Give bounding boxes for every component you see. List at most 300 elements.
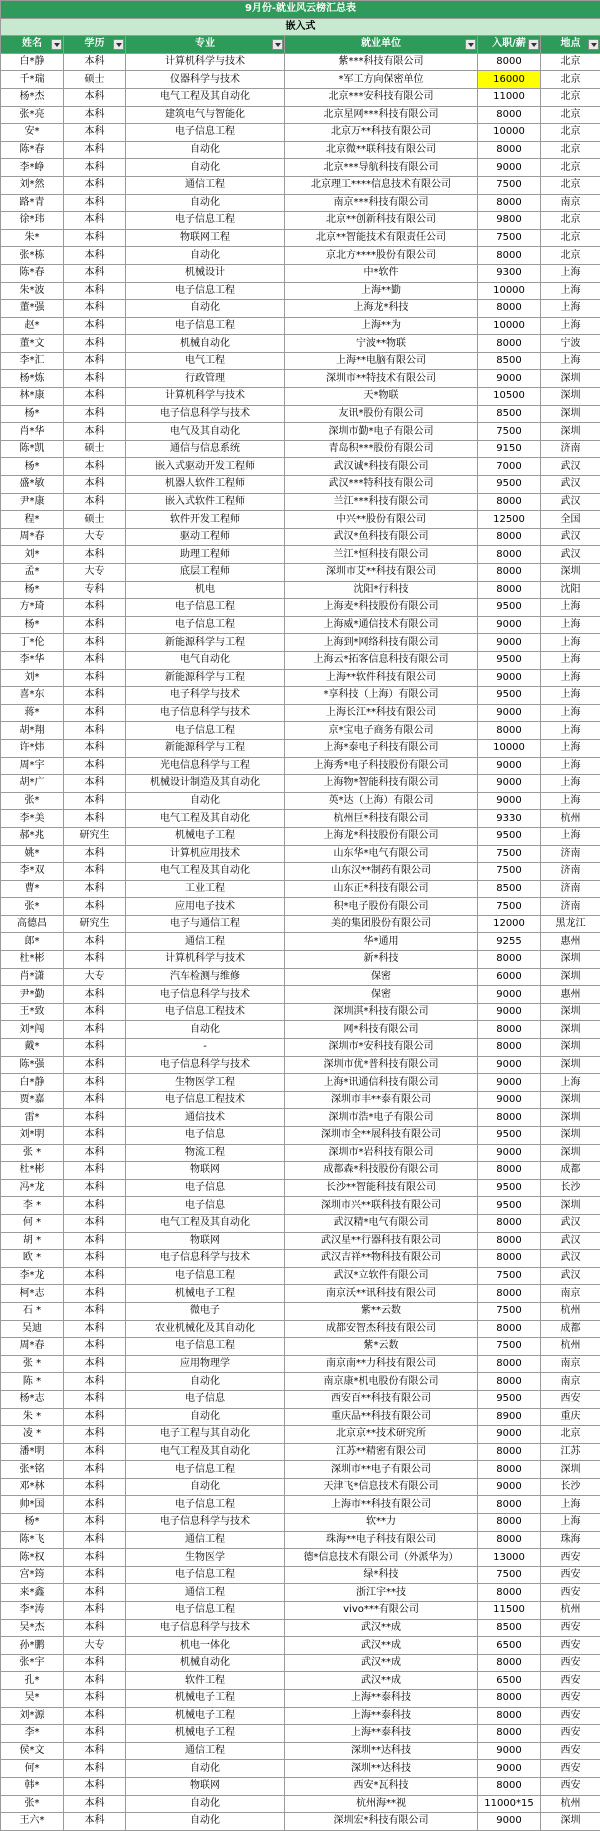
cell-location[interactable]: 北京 xyxy=(541,53,600,71)
cell-employer[interactable]: 北京***安科技有限公司 xyxy=(285,88,478,106)
cell-location[interactable]: 济南 xyxy=(541,898,600,916)
cell-degree[interactable]: 本科 xyxy=(64,1408,126,1426)
cell-location[interactable]: 北京 xyxy=(541,88,600,106)
cell-location[interactable]: 西安 xyxy=(541,1690,600,1708)
cell-degree[interactable]: 本科 xyxy=(64,669,126,687)
cell-name[interactable]: 张* xyxy=(1,898,64,916)
cell-location[interactable]: 武汉 xyxy=(541,476,600,494)
cell-name[interactable]: 肖*华 xyxy=(1,423,64,441)
cell-employer[interactable]: 北京**创新科技有限公司 xyxy=(285,212,478,230)
cell-location[interactable]: 全国 xyxy=(541,511,600,529)
cell-name[interactable]: 董*文 xyxy=(1,335,64,353)
cell-salary[interactable]: 9300 xyxy=(478,264,541,282)
cell-salary[interactable]: 8000 xyxy=(478,951,541,969)
cell-employer[interactable]: 武汉**成 xyxy=(285,1637,478,1655)
cell-employer[interactable]: 紫**云数 xyxy=(285,1302,478,1320)
cell-salary[interactable]: 8000 xyxy=(478,300,541,318)
cell-salary[interactable]: 9500 xyxy=(478,1390,541,1408)
cell-name[interactable]: 王六* xyxy=(1,1813,64,1831)
cell-location[interactable]: 武汉 xyxy=(541,1267,600,1285)
col-header-degree[interactable] xyxy=(64,36,126,54)
cell-location[interactable]: 深圳 xyxy=(541,423,600,441)
cell-location[interactable]: 上海 xyxy=(541,651,600,669)
cell-salary[interactable]: 7500 xyxy=(478,423,541,441)
cell-degree[interactable]: 本科 xyxy=(64,1179,126,1197)
cell-salary[interactable]: 13000 xyxy=(478,1549,541,1567)
cell-location[interactable]: 武汉 xyxy=(541,1232,600,1250)
cell-name[interactable]: 姚* xyxy=(1,845,64,863)
cell-degree[interactable]: 本科 xyxy=(64,1707,126,1725)
cell-major[interactable]: 电气工程及其自动化 xyxy=(126,1443,285,1461)
cell-location[interactable]: 长沙 xyxy=(541,1478,600,1496)
cell-degree[interactable]: 本科 xyxy=(64,124,126,142)
cell-location[interactable]: 上海 xyxy=(541,669,600,687)
cell-major[interactable]: 助理工程师 xyxy=(126,546,285,564)
cell-degree[interactable]: 本科 xyxy=(64,1566,126,1584)
cell-salary[interactable]: 9800 xyxy=(478,212,541,230)
cell-degree[interactable]: 本科 xyxy=(64,651,126,669)
cell-location[interactable]: 深圳 xyxy=(541,1109,600,1127)
cell-salary[interactable]: 9000 xyxy=(478,704,541,722)
cell-major[interactable]: 物联网 xyxy=(126,1777,285,1795)
cell-employer[interactable]: 上海龙*科技股份有限公司 xyxy=(285,827,478,845)
cell-major[interactable]: 通信工程 xyxy=(126,176,285,194)
cell-employer[interactable]: *享科技（上海）有限公司 xyxy=(285,687,478,705)
cell-major[interactable]: 嵌入式驱动开发工程师 xyxy=(126,458,285,476)
cell-salary[interactable]: 8000 xyxy=(478,247,541,265)
cell-salary[interactable]: 8000 xyxy=(478,194,541,212)
cell-location[interactable]: 西安 xyxy=(541,1672,600,1690)
cell-major[interactable]: 微电子 xyxy=(126,1302,285,1320)
cell-employer[interactable]: 深圳市艾**科技有限公司 xyxy=(285,564,478,582)
cell-major[interactable]: 通信工程 xyxy=(126,1531,285,1549)
cell-name[interactable]: 徐*玮 xyxy=(1,212,64,230)
cell-degree[interactable]: 本科 xyxy=(64,1074,126,1092)
cell-degree[interactable]: 本科 xyxy=(64,951,126,969)
cell-salary[interactable]: 6500 xyxy=(478,1672,541,1690)
cell-salary[interactable]: 12000 xyxy=(478,915,541,933)
cell-location[interactable]: 深圳 xyxy=(541,370,600,388)
cell-salary[interactable]: 9000 xyxy=(478,1144,541,1162)
cell-name[interactable]: 杨*炼 xyxy=(1,370,64,388)
cell-salary[interactable]: 8000 xyxy=(478,1725,541,1743)
cell-major[interactable]: 自动化 xyxy=(126,1813,285,1831)
cell-employer[interactable]: 南京南**力科技有限公司 xyxy=(285,1355,478,1373)
cell-employer[interactable]: 软**力 xyxy=(285,1514,478,1532)
cell-major[interactable]: 计算机科学与技术 xyxy=(126,53,285,71)
cell-salary[interactable]: 9000 xyxy=(478,1813,541,1831)
cell-employer[interactable]: 上海市**科技有限公司 xyxy=(285,1496,478,1514)
cell-location[interactable]: 西安 xyxy=(541,1619,600,1637)
cell-location[interactable]: 深圳 xyxy=(541,405,600,423)
cell-degree[interactable]: 本科 xyxy=(64,229,126,247)
cell-name[interactable]: 戴* xyxy=(1,1039,64,1057)
cell-degree[interactable]: 本科 xyxy=(64,1478,126,1496)
cell-name[interactable]: 孔* xyxy=(1,1672,64,1690)
cell-major[interactable]: 自动化 xyxy=(126,1021,285,1039)
filter-dropdown-icon[interactable] xyxy=(465,39,476,50)
cell-name[interactable]: 陈*春 xyxy=(1,264,64,282)
cell-name[interactable]: 邓*林 xyxy=(1,1478,64,1496)
cell-location[interactable]: 上海 xyxy=(541,1514,600,1532)
cell-name[interactable]: 雷* xyxy=(1,1109,64,1127)
cell-employer[interactable]: 北京京**技术研究所 xyxy=(285,1426,478,1444)
cell-major[interactable]: 仪器科学与技术 xyxy=(126,71,285,89)
cell-name[interactable]: 胡 * xyxy=(1,1232,64,1250)
cell-major[interactable]: 电子信息工程 xyxy=(126,1267,285,1285)
cell-salary[interactable]: 11000 xyxy=(478,88,541,106)
cell-degree[interactable]: 本科 xyxy=(64,1602,126,1620)
cell-location[interactable]: 西安 xyxy=(541,1742,600,1760)
cell-degree[interactable]: 本科 xyxy=(64,1426,126,1444)
cell-location[interactable]: 杭州 xyxy=(541,1338,600,1356)
cell-salary[interactable]: 8000 xyxy=(478,493,541,511)
cell-employer[interactable]: 宁波**物联 xyxy=(285,335,478,353)
cell-name[interactable]: 喜*东 xyxy=(1,687,64,705)
cell-salary[interactable]: 8000 xyxy=(478,1514,541,1532)
cell-employer[interactable]: 西安百**科技有限公司 xyxy=(285,1390,478,1408)
cell-salary[interactable]: 9000 xyxy=(478,1478,541,1496)
cell-degree[interactable]: 本科 xyxy=(64,405,126,423)
cell-major[interactable]: 通信工程 xyxy=(126,1584,285,1602)
cell-location[interactable]: 惠州 xyxy=(541,986,600,1004)
cell-degree[interactable]: 本科 xyxy=(64,1690,126,1708)
cell-degree[interactable]: 本科 xyxy=(64,317,126,335)
cell-employer[interactable]: 上海龙*科技 xyxy=(285,300,478,318)
cell-major[interactable]: 电子信息 xyxy=(126,1127,285,1145)
cell-employer[interactable]: 深圳市*岩科技有限公司 xyxy=(285,1144,478,1162)
cell-name[interactable]: 张*宇 xyxy=(1,1654,64,1672)
cell-major[interactable]: 农业机械化及其自动化 xyxy=(126,1320,285,1338)
cell-salary[interactable]: 8000 xyxy=(478,1232,541,1250)
cell-major[interactable]: 机械电子工程 xyxy=(126,1285,285,1303)
cell-degree[interactable]: 本科 xyxy=(64,352,126,370)
cell-name[interactable]: 刘*然 xyxy=(1,176,64,194)
cell-salary[interactable]: 11000*15 xyxy=(478,1795,541,1813)
cell-salary[interactable]: 9000 xyxy=(478,757,541,775)
cell-location[interactable]: 成都 xyxy=(541,1162,600,1180)
cell-salary[interactable]: 8000 xyxy=(478,1039,541,1057)
cell-name[interactable]: 白*静 xyxy=(1,1074,64,1092)
cell-major[interactable]: 电子信息工程 xyxy=(126,282,285,300)
cell-salary[interactable]: 9500 xyxy=(478,476,541,494)
cell-salary[interactable]: 9000 xyxy=(478,775,541,793)
cell-location[interactable]: 深圳 xyxy=(541,951,600,969)
cell-major[interactable]: 电子科学与技术 xyxy=(126,687,285,705)
cell-major[interactable]: 应用电子技术 xyxy=(126,898,285,916)
cell-degree[interactable]: 本科 xyxy=(64,212,126,230)
cell-employer[interactable]: 上海**泰科技 xyxy=(285,1725,478,1743)
cell-employer[interactable]: 上海**为 xyxy=(285,317,478,335)
cell-name[interactable]: 贾*嘉 xyxy=(1,1091,64,1109)
col-header-location[interactable] xyxy=(541,36,600,54)
cell-major[interactable]: 自动化 xyxy=(126,1478,285,1496)
cell-degree[interactable]: 本科 xyxy=(64,1214,126,1232)
cell-major[interactable]: 电子信息科学与技术 xyxy=(126,1514,285,1532)
cell-location[interactable]: 武汉 xyxy=(541,546,600,564)
cell-degree[interactable]: 本科 xyxy=(64,1373,126,1391)
cell-location[interactable]: 北京 xyxy=(541,159,600,177)
cell-major[interactable]: 机械电子工程 xyxy=(126,1690,285,1708)
cell-degree[interactable]: 硕士 xyxy=(64,71,126,89)
cell-employer[interactable]: 北京理工****信息技术有限公司 xyxy=(285,176,478,194)
cell-name[interactable]: 王*致 xyxy=(1,1003,64,1021)
cell-degree[interactable]: 本科 xyxy=(64,1109,126,1127)
cell-salary[interactable]: 9500 xyxy=(478,599,541,617)
cell-salary[interactable]: 7500 xyxy=(478,845,541,863)
cell-degree[interactable]: 本科 xyxy=(64,1302,126,1320)
cell-location[interactable]: 上海 xyxy=(541,282,600,300)
cell-salary[interactable]: 8000 xyxy=(478,335,541,353)
filter-dropdown-icon[interactable] xyxy=(272,39,283,50)
cell-employer[interactable]: 深圳市浩*电子有限公司 xyxy=(285,1109,478,1127)
cell-name[interactable]: 路*青 xyxy=(1,194,64,212)
cell-name[interactable]: 胡*广 xyxy=(1,775,64,793)
cell-degree[interactable]: 本科 xyxy=(64,1127,126,1145)
cell-degree[interactable]: 本科 xyxy=(64,739,126,757)
cell-location[interactable]: 上海 xyxy=(541,264,600,282)
cell-location[interactable]: 济南 xyxy=(541,863,600,881)
cell-salary[interactable]: 7500 xyxy=(478,898,541,916)
cell-employer[interactable]: 上海**泰科技 xyxy=(285,1707,478,1725)
cell-name[interactable]: 蒋* xyxy=(1,704,64,722)
cell-employer[interactable]: 深圳**达科技 xyxy=(285,1742,478,1760)
cell-major[interactable]: 新能源科学与工程 xyxy=(126,634,285,652)
cell-salary[interactable]: 9500 xyxy=(478,1197,541,1215)
cell-degree[interactable]: 本科 xyxy=(64,106,126,124)
cell-degree[interactable]: 本科 xyxy=(64,335,126,353)
cell-name[interactable]: 白*静 xyxy=(1,53,64,71)
cell-major[interactable]: 生物医学工程 xyxy=(126,1074,285,1092)
cell-location[interactable]: 深圳 xyxy=(541,1003,600,1021)
cell-name[interactable]: 刘*明 xyxy=(1,1127,64,1145)
cell-name[interactable]: 胡*翔 xyxy=(1,722,64,740)
cell-major[interactable]: 电气工程及其自动化 xyxy=(126,863,285,881)
cell-major[interactable]: 汽车检测与维修 xyxy=(126,968,285,986)
cell-employer[interactable]: 上海威*通信技术有限公司 xyxy=(285,616,478,634)
cell-employer[interactable]: 京*宝电子商务有限公司 xyxy=(285,722,478,740)
cell-degree[interactable]: 本科 xyxy=(64,722,126,740)
cell-location[interactable]: 北京 xyxy=(541,1426,600,1444)
cell-location[interactable]: 武汉 xyxy=(541,493,600,511)
cell-employer[interactable]: 青岛积***股份有限公司 xyxy=(285,440,478,458)
cell-employer[interactable]: 北京微**联科技有限公司 xyxy=(285,141,478,159)
cell-location[interactable]: 西安 xyxy=(541,1549,600,1567)
cell-employer[interactable]: 上海**软件科技有限公司 xyxy=(285,669,478,687)
cell-degree[interactable]: 本科 xyxy=(64,1285,126,1303)
cell-employer[interactable]: 美的集团股份有限公司 xyxy=(285,915,478,933)
cell-degree[interactable]: 本科 xyxy=(64,1056,126,1074)
cell-name[interactable]: 欧 * xyxy=(1,1250,64,1268)
cell-employer[interactable]: 英*达（上海）有限公司 xyxy=(285,792,478,810)
cell-name[interactable]: 杨*杰 xyxy=(1,88,64,106)
cell-name[interactable]: 高德昌 xyxy=(1,915,64,933)
cell-salary[interactable]: 12500 xyxy=(478,511,541,529)
cell-name[interactable]: 林*康 xyxy=(1,388,64,406)
cell-degree[interactable]: 本科 xyxy=(64,264,126,282)
cell-degree[interactable]: 本科 xyxy=(64,176,126,194)
cell-name[interactable]: 张* xyxy=(1,792,64,810)
cell-employer[interactable]: 积*电子股份有限公司 xyxy=(285,898,478,916)
cell-degree[interactable]: 本科 xyxy=(64,1795,126,1813)
cell-employer[interactable]: 江苏**精密有限公司 xyxy=(285,1443,478,1461)
cell-employer[interactable]: 中*软件 xyxy=(285,264,478,282)
cell-name[interactable]: 朱 * xyxy=(1,1408,64,1426)
cell-major[interactable]: 物流工程 xyxy=(126,1144,285,1162)
cell-salary[interactable]: 8000 xyxy=(478,1690,541,1708)
cell-major[interactable]: 驱动工程师 xyxy=(126,528,285,546)
cell-employer[interactable]: 中兴**股份有限公司 xyxy=(285,511,478,529)
cell-name[interactable]: 丁*伦 xyxy=(1,634,64,652)
cell-location[interactable]: 南京 xyxy=(541,194,600,212)
cell-name[interactable]: 刘* xyxy=(1,669,64,687)
cell-major[interactable]: 自动化 xyxy=(126,792,285,810)
cell-major[interactable]: 通信与信息系统 xyxy=(126,440,285,458)
cell-employer[interactable]: 杭州巨*科技有限公司 xyxy=(285,810,478,828)
cell-employer[interactable]: *军工方向保密单位 xyxy=(285,71,478,89)
cell-name[interactable]: 李*双 xyxy=(1,863,64,881)
cell-major[interactable]: 通信技术 xyxy=(126,1109,285,1127)
cell-salary[interactable]: 11500 xyxy=(478,1602,541,1620)
cell-location[interactable]: 重庆 xyxy=(541,1408,600,1426)
cell-degree[interactable]: 本科 xyxy=(64,1232,126,1250)
cell-employer[interactable]: 武汉***特科技有限公司 xyxy=(285,476,478,494)
cell-location[interactable]: 上海 xyxy=(541,599,600,617)
filter-dropdown-icon[interactable] xyxy=(588,39,599,50)
cell-degree[interactable]: 本科 xyxy=(64,1021,126,1039)
cell-location[interactable]: 北京 xyxy=(541,176,600,194)
cell-location[interactable]: 上海 xyxy=(541,317,600,335)
cell-salary[interactable]: 16000 xyxy=(478,71,541,89)
cell-major[interactable]: 自动化 xyxy=(126,1760,285,1778)
cell-location[interactable]: 南京 xyxy=(541,1373,600,1391)
cell-salary[interactable]: 8000 xyxy=(478,1214,541,1232)
cell-name[interactable]: 张*栋 xyxy=(1,247,64,265)
cell-location[interactable]: 北京 xyxy=(541,247,600,265)
cell-name[interactable]: 朱*波 xyxy=(1,282,64,300)
cell-name[interactable]: 尹*勤 xyxy=(1,986,64,1004)
cell-major[interactable]: 电气工程及其自动化 xyxy=(126,88,285,106)
cell-name[interactable]: 李 * xyxy=(1,1197,64,1215)
cell-location[interactable]: 深圳 xyxy=(541,1056,600,1074)
cell-name[interactable]: 李*汇 xyxy=(1,352,64,370)
cell-degree[interactable]: 本科 xyxy=(64,599,126,617)
cell-location[interactable]: 深圳 xyxy=(541,1091,600,1109)
cell-name[interactable]: 程* xyxy=(1,511,64,529)
cell-degree[interactable]: 本科 xyxy=(64,300,126,318)
cell-location[interactable]: 济南 xyxy=(541,880,600,898)
cell-salary[interactable]: 7500 xyxy=(478,1566,541,1584)
cell-degree[interactable]: 硕士 xyxy=(64,440,126,458)
cell-salary[interactable]: 9000 xyxy=(478,1742,541,1760)
cell-employer[interactable]: 上海长江**科技有限公司 xyxy=(285,704,478,722)
cell-location[interactable]: 杭州 xyxy=(541,810,600,828)
cell-major[interactable]: 电子信息科学与技术 xyxy=(126,1250,285,1268)
cell-salary[interactable]: 9500 xyxy=(478,1127,541,1145)
cell-salary[interactable]: 10500 xyxy=(478,388,541,406)
cell-name[interactable]: 杨* xyxy=(1,616,64,634)
cell-salary[interactable]: 8000 xyxy=(478,1162,541,1180)
cell-location[interactable]: 深圳 xyxy=(541,1197,600,1215)
cell-employer[interactable]: 京北方****股份有限公司 xyxy=(285,247,478,265)
cell-name[interactable]: 杨* xyxy=(1,581,64,599)
cell-major[interactable]: 电气及其自动化 xyxy=(126,423,285,441)
cell-name[interactable]: 刘*闯 xyxy=(1,1021,64,1039)
cell-major[interactable]: 电子信息工程 xyxy=(126,1461,285,1479)
cell-degree[interactable]: 本科 xyxy=(64,194,126,212)
cell-employer[interactable]: 武汉**成 xyxy=(285,1619,478,1637)
cell-degree[interactable]: 本科 xyxy=(64,1320,126,1338)
cell-major[interactable]: 自动化 xyxy=(126,300,285,318)
cell-degree[interactable]: 本科 xyxy=(64,1514,126,1532)
cell-location[interactable]: 黑龙江 xyxy=(541,915,600,933)
cell-location[interactable]: 上海 xyxy=(541,739,600,757)
cell-degree[interactable]: 本科 xyxy=(64,1338,126,1356)
cell-major[interactable]: 电子信息工程 xyxy=(126,1338,285,1356)
cell-major[interactable]: 机械自动化 xyxy=(126,1654,285,1672)
cell-salary[interactable]: 9000 xyxy=(478,370,541,388)
cell-degree[interactable]: 本科 xyxy=(64,1355,126,1373)
cell-employer[interactable]: 武汉诚*科技有限公司 xyxy=(285,458,478,476)
cell-degree[interactable]: 本科 xyxy=(64,141,126,159)
cell-employer[interactable]: 深圳市**电子有限公司 xyxy=(285,1461,478,1479)
cell-location[interactable]: 上海 xyxy=(541,616,600,634)
cell-location[interactable]: 上海 xyxy=(541,704,600,722)
cell-major[interactable]: 新能源科学与工程 xyxy=(126,669,285,687)
cell-degree[interactable]: 本科 xyxy=(64,1619,126,1637)
cell-employer[interactable]: 绿*科技 xyxy=(285,1566,478,1584)
cell-location[interactable]: 西安 xyxy=(541,1584,600,1602)
cell-major[interactable]: 软件开发工程师 xyxy=(126,511,285,529)
cell-employer[interactable]: 深圳市丰**泰有限公司 xyxy=(285,1091,478,1109)
col-header-employer[interactable] xyxy=(285,36,478,54)
cell-salary[interactable]: 7500 xyxy=(478,863,541,881)
cell-degree[interactable]: 本科 xyxy=(64,159,126,177)
cell-salary[interactable]: 7500 xyxy=(478,229,541,247)
cell-employer[interactable]: 上海秀*电子科技股份有限公司 xyxy=(285,757,478,775)
cell-name[interactable]: 李*美 xyxy=(1,810,64,828)
cell-major[interactable]: 电子信息工程 xyxy=(126,317,285,335)
cell-degree[interactable]: 本科 xyxy=(64,1654,126,1672)
cell-employer[interactable]: 上海**勤 xyxy=(285,282,478,300)
cell-degree[interactable]: 本科 xyxy=(64,1672,126,1690)
cell-location[interactable]: 上海 xyxy=(541,687,600,705)
cell-location[interactable]: 北京 xyxy=(541,106,600,124)
cell-location[interactable]: 深圳 xyxy=(541,1461,600,1479)
cell-name[interactable]: 郝*兆 xyxy=(1,827,64,845)
cell-employer[interactable]: 上海*泰电子科技有限公司 xyxy=(285,739,478,757)
cell-major[interactable]: 软件工程 xyxy=(126,1672,285,1690)
cell-salary[interactable]: 9000 xyxy=(478,1056,541,1074)
cell-location[interactable]: 南京 xyxy=(541,1355,600,1373)
cell-major[interactable]: 机械设计 xyxy=(126,264,285,282)
cell-degree[interactable]: 本科 xyxy=(64,1039,126,1057)
cell-location[interactable]: 杭州 xyxy=(541,1795,600,1813)
cell-major[interactable]: 电子信息科学与技术 xyxy=(126,1619,285,1637)
cell-degree[interactable]: 本科 xyxy=(64,1144,126,1162)
cell-location[interactable]: 武汉 xyxy=(541,458,600,476)
cell-employer[interactable]: 深圳市优*普科技有限公司 xyxy=(285,1056,478,1074)
cell-name[interactable]: 吴*杰 xyxy=(1,1619,64,1637)
cell-name[interactable]: 帅*国 xyxy=(1,1496,64,1514)
cell-employer[interactable]: 沈阳*行科技 xyxy=(285,581,478,599)
cell-major[interactable]: 电气工程及其自动化 xyxy=(126,1214,285,1232)
cell-salary[interactable]: 10000 xyxy=(478,317,541,335)
cell-major[interactable]: 工业工程 xyxy=(126,880,285,898)
cell-degree[interactable]: 本科 xyxy=(64,757,126,775)
cell-degree[interactable]: 本科 xyxy=(64,1267,126,1285)
cell-salary[interactable]: 7500 xyxy=(478,1338,541,1356)
